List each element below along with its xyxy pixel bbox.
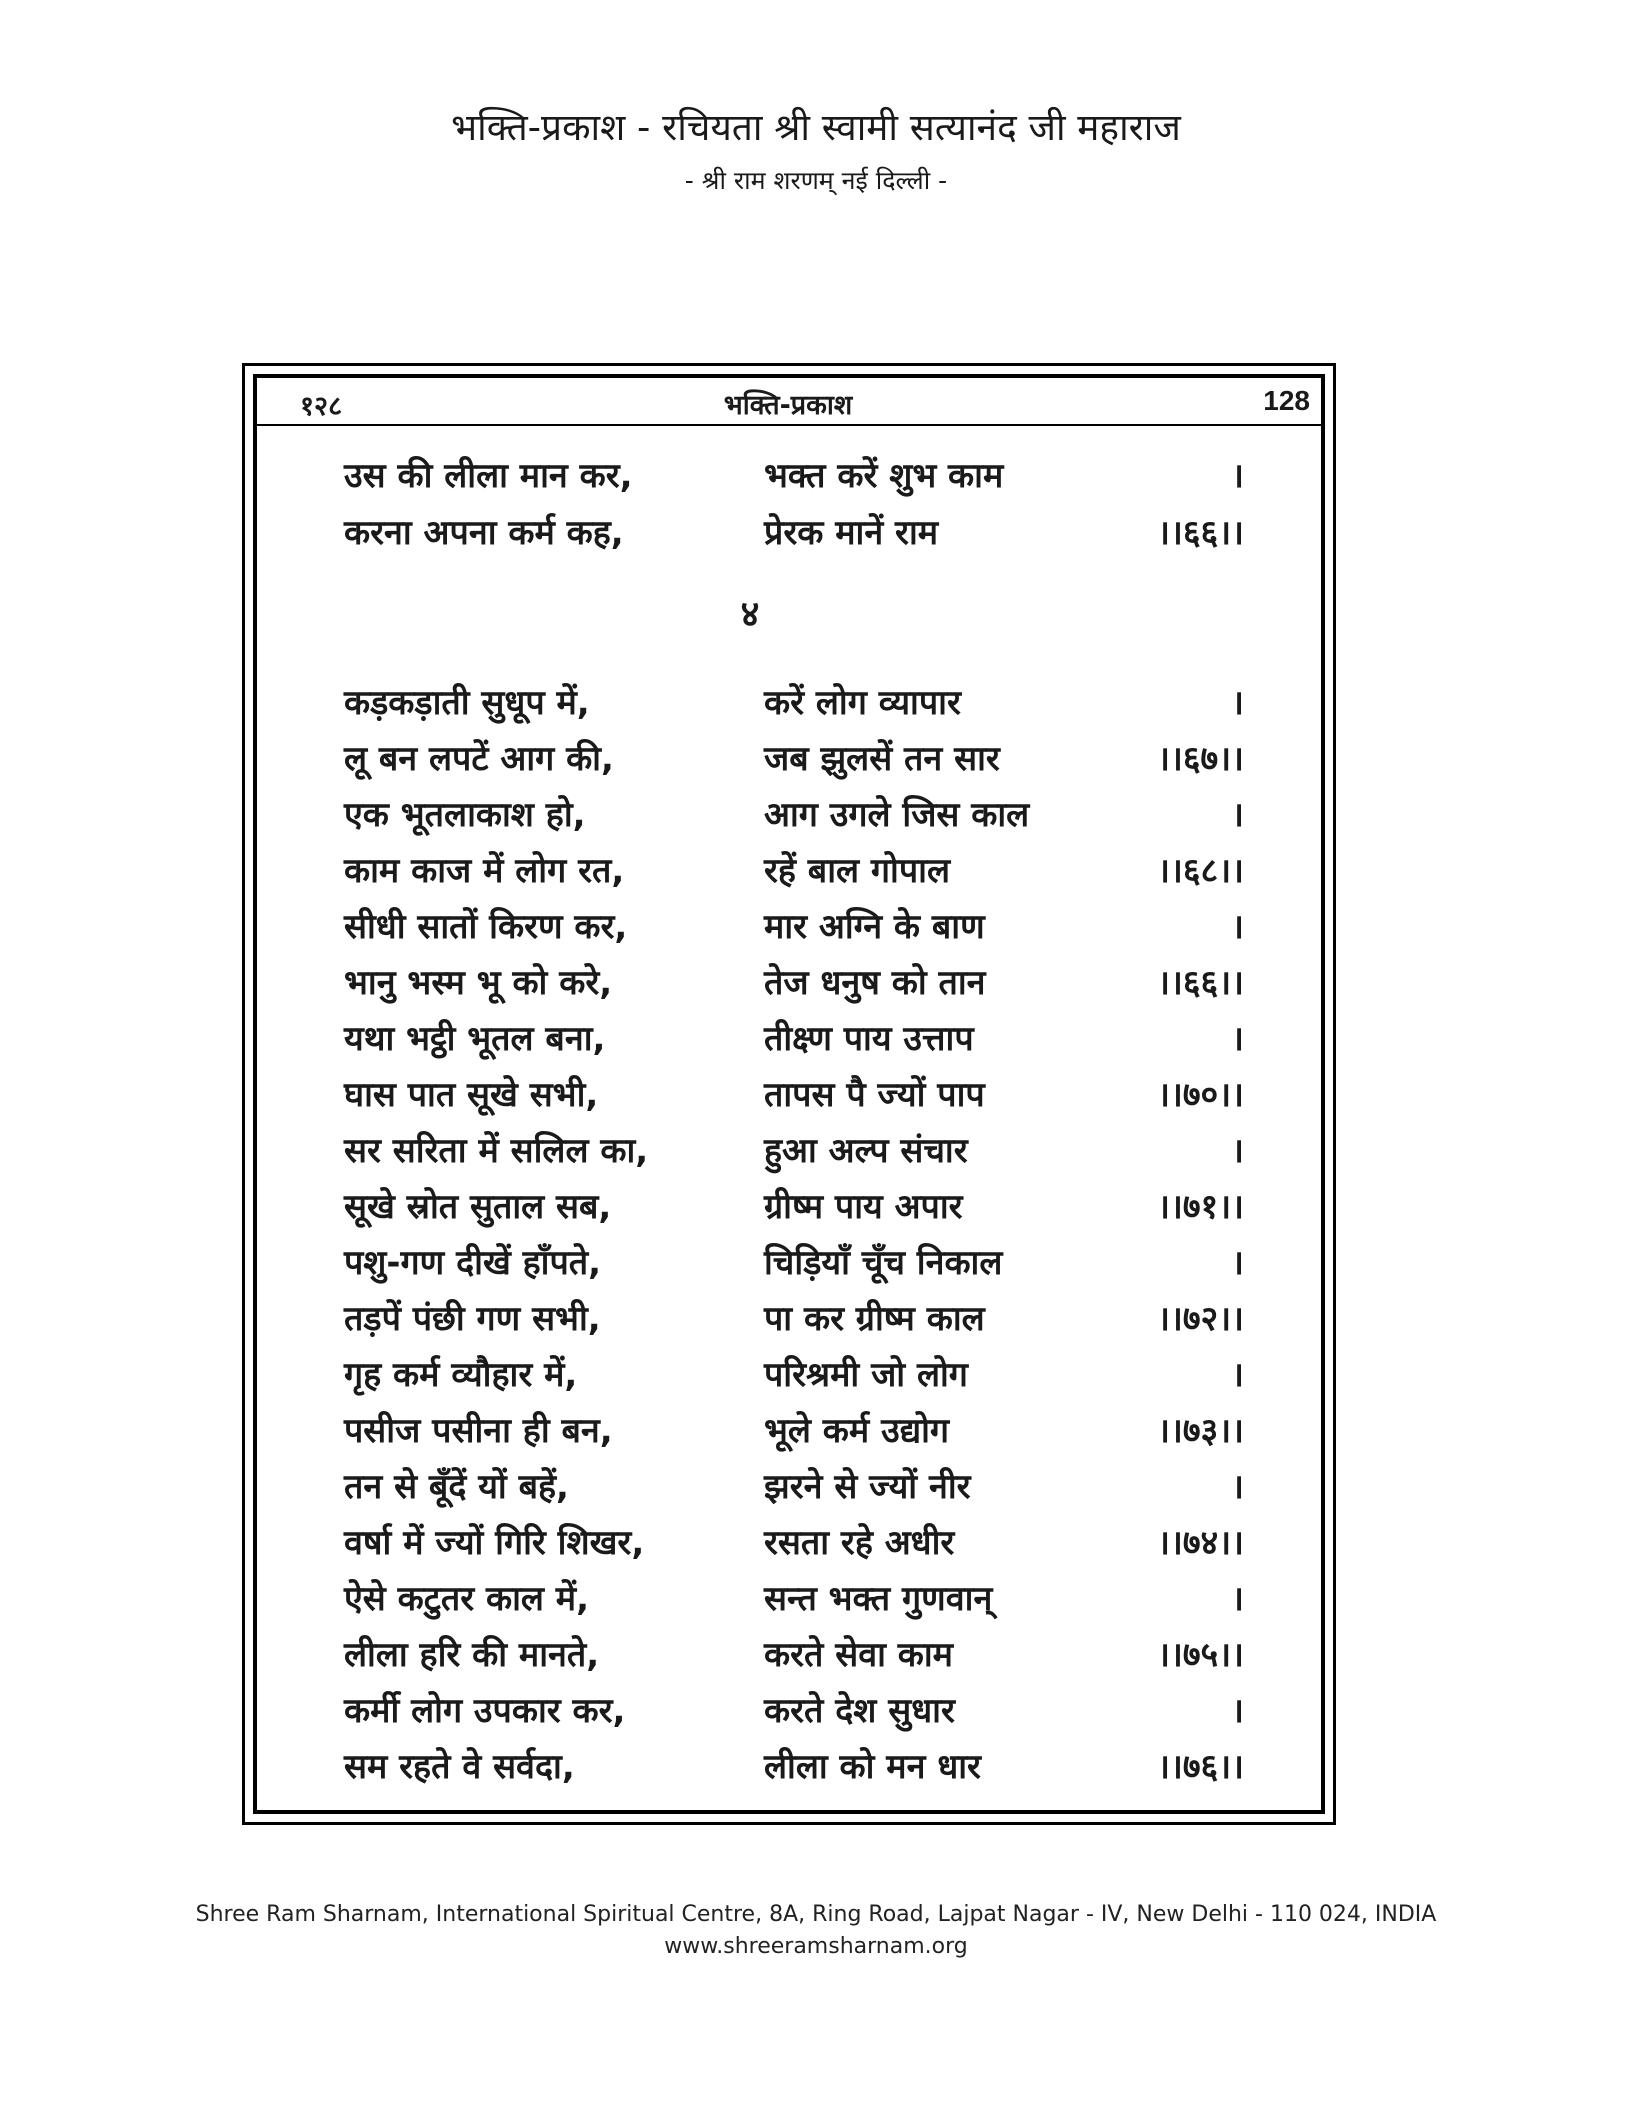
verse-second-half: तेज धनुष को तान [764, 963, 986, 1003]
verse-line [344, 508, 1244, 564]
verse-first-half: काम काज में लोग रत, [344, 851, 625, 891]
verse-end-mark: । [1231, 1243, 1244, 1283]
verse-second-half: मार अग्नि के बाण [764, 907, 985, 947]
verse-first-half: कर्मी लोग उपकार कर, [344, 1691, 626, 1731]
verse-second-half: रहें बाल गोपाल [764, 851, 951, 891]
verse-end-mark: । [1231, 456, 1244, 496]
verse-second-half: परिश्रमी जो लोग [764, 1355, 968, 1395]
verse-line [344, 451, 1244, 507]
verse-end-mark: ।।७१।। [1157, 1187, 1244, 1227]
verse-first-half: वर्षा में ज्यों गिरि शिखर, [344, 1523, 645, 1563]
verse-line [344, 1070, 1244, 1126]
verse-line [344, 1182, 1244, 1238]
verse-end-mark: । [1231, 1579, 1244, 1619]
verse-end-mark: । [1231, 1691, 1244, 1731]
verse-second-half: तीक्ष्ण पाय उत्ताप [764, 1019, 974, 1059]
verse-second-half: चिड़ियाँ चूँच निकाल [764, 1243, 1003, 1283]
verse-second-half: लीला को मन धार [764, 1747, 981, 1787]
publisher-subheader: - श्री राम शरणम् नई दिल्ली - [684, 166, 948, 195]
verse-second-half: करते सेवा काम [764, 1635, 954, 1675]
verse-end-mark: ।।६७।। [1157, 739, 1244, 779]
verse-first-half: उस की लीला मान कर, [344, 456, 633, 496]
book-title-header: भक्ति-प्रकाश - रचियता श्री स्वामी सत्यानंद जी महाराज [451, 106, 1181, 149]
verse-first-half: पसीज पसीना ही बन, [344, 1411, 613, 1451]
verse-end-mark: ।।७५।। [1157, 1635, 1244, 1675]
verse-first-half: यथा भट्ठी भूतल बना, [344, 1019, 606, 1059]
page-running-title: भक्ति-प्रकाश [723, 390, 853, 421]
verse-first-half: ऐसे कटुतर काल में, [344, 1579, 590, 1619]
verse-first-half: एक भूतलाकाश हो, [344, 795, 586, 835]
verse-line [344, 678, 1244, 734]
verse-first-half: लू बन लपटें आग की, [344, 739, 614, 779]
verse-line [344, 958, 1244, 1014]
verse-second-half: पा कर ग्रीष्म काल [764, 1299, 985, 1339]
verse-second-half: करते देश सुधार [764, 1691, 955, 1731]
verse-line [344, 1518, 1244, 1574]
verse-second-half: करें लोग व्यापार [764, 683, 961, 723]
verse-end-mark: ।।७६।। [1157, 1747, 1244, 1787]
verse-line [344, 846, 1244, 902]
verse-line [344, 1238, 1244, 1294]
verse-line [344, 1406, 1244, 1462]
verse-second-half: हुआ अल्प संचार [764, 1131, 968, 1171]
page-number-arabic: 128 [1263, 385, 1310, 416]
verse-line [344, 1014, 1244, 1070]
verse-end-mark: । [1231, 683, 1244, 723]
verse-second-half: आग उगले जिस काल [764, 795, 1030, 835]
verse-first-half: कड़कड़ाती सुधूप में, [344, 683, 590, 723]
verse-first-half: तन से बूँदें यों बहें, [344, 1467, 569, 1507]
verse-end-mark: । [1231, 1019, 1244, 1059]
verse-line [344, 1462, 1244, 1518]
verse-second-half: जब झुलसें तन सार [764, 739, 1000, 779]
verse-end-mark: । [1231, 1131, 1244, 1171]
verse-end-mark: ।।७३।। [1157, 1411, 1244, 1451]
verse-first-half: सम रहते वे सर्वदा, [344, 1747, 575, 1787]
verse-end-mark: । [1231, 907, 1244, 947]
section-number: ४ [740, 594, 760, 635]
verse-line [344, 1630, 1244, 1686]
verse-first-half: गृह कर्म व्यौहार में, [344, 1355, 578, 1395]
verse-line [344, 1294, 1244, 1350]
verse-line [344, 734, 1244, 790]
verse-end-mark: । [1231, 795, 1244, 835]
verse-end-mark: ।।६६।। [1157, 513, 1244, 553]
verse-second-half: सन्त भक्त गुणवान् [764, 1579, 993, 1619]
verse-line [344, 1126, 1244, 1182]
verse-line [344, 1742, 1244, 1798]
verse-end-mark: ।।६८।। [1157, 851, 1244, 891]
page-number-devanagari: १२८ [300, 391, 343, 422]
verse-end-mark: ।।६६।। [1157, 963, 1244, 1003]
verse-second-half: ग्रीष्म पाय अपार [764, 1187, 963, 1227]
verse-second-half: रसता रहे अधीर [764, 1523, 955, 1563]
verse-line [344, 1574, 1244, 1630]
verse-second-half: झरने से ज्यों नीर [764, 1467, 971, 1507]
verse-second-half: तापस पै ज्यों पाप [764, 1075, 985, 1115]
verse-line [344, 790, 1244, 846]
verse-line [344, 1686, 1244, 1742]
verse-end-mark: ।।७२।। [1157, 1299, 1244, 1339]
footer-website-link[interactable]: www.shreeramsharnam.org [664, 1934, 968, 1959]
footer-address: Shree Ram Sharnam, International Spiritual Centre, 8A, Ring Road, Lajpat Nagar - IV, New Delhi - 110 024, INDIA [195, 1902, 1437, 1927]
verse-first-half: सर सरिता में सलिल का, [344, 1131, 649, 1171]
verse-first-half: घास पात सूखे सभी, [344, 1075, 599, 1115]
verse-line [344, 902, 1244, 958]
verse-end-mark: ।।७०।। [1157, 1075, 1244, 1115]
verse-second-half: भक्त करें शुभ काम [764, 456, 1004, 496]
verse-end-mark: । [1231, 1355, 1244, 1395]
verse-first-half: सूखे स्रोत सुताल सब, [344, 1187, 612, 1227]
verse-second-half: भूले कर्म उद्योग [764, 1411, 950, 1451]
verse-first-half: सीधी सातों किरण कर, [344, 907, 628, 947]
verse-end-mark: । [1231, 1467, 1244, 1507]
verse-second-half: प्रेरक मानें राम [764, 513, 939, 553]
verse-end-mark: ।।७४।। [1157, 1523, 1244, 1563]
verse-first-half: भानु भस्म भू को करे, [344, 963, 613, 1003]
verse-first-half: करना अपना कर्म कह, [344, 513, 624, 553]
verse-line [344, 1350, 1244, 1406]
verse-first-half: पशु-गण दीखें हाँपते, [344, 1243, 602, 1283]
verse-first-half: लीला हरि की मानते, [344, 1635, 600, 1675]
verse-first-half: तड़पें पंछी गण सभी, [344, 1299, 601, 1339]
